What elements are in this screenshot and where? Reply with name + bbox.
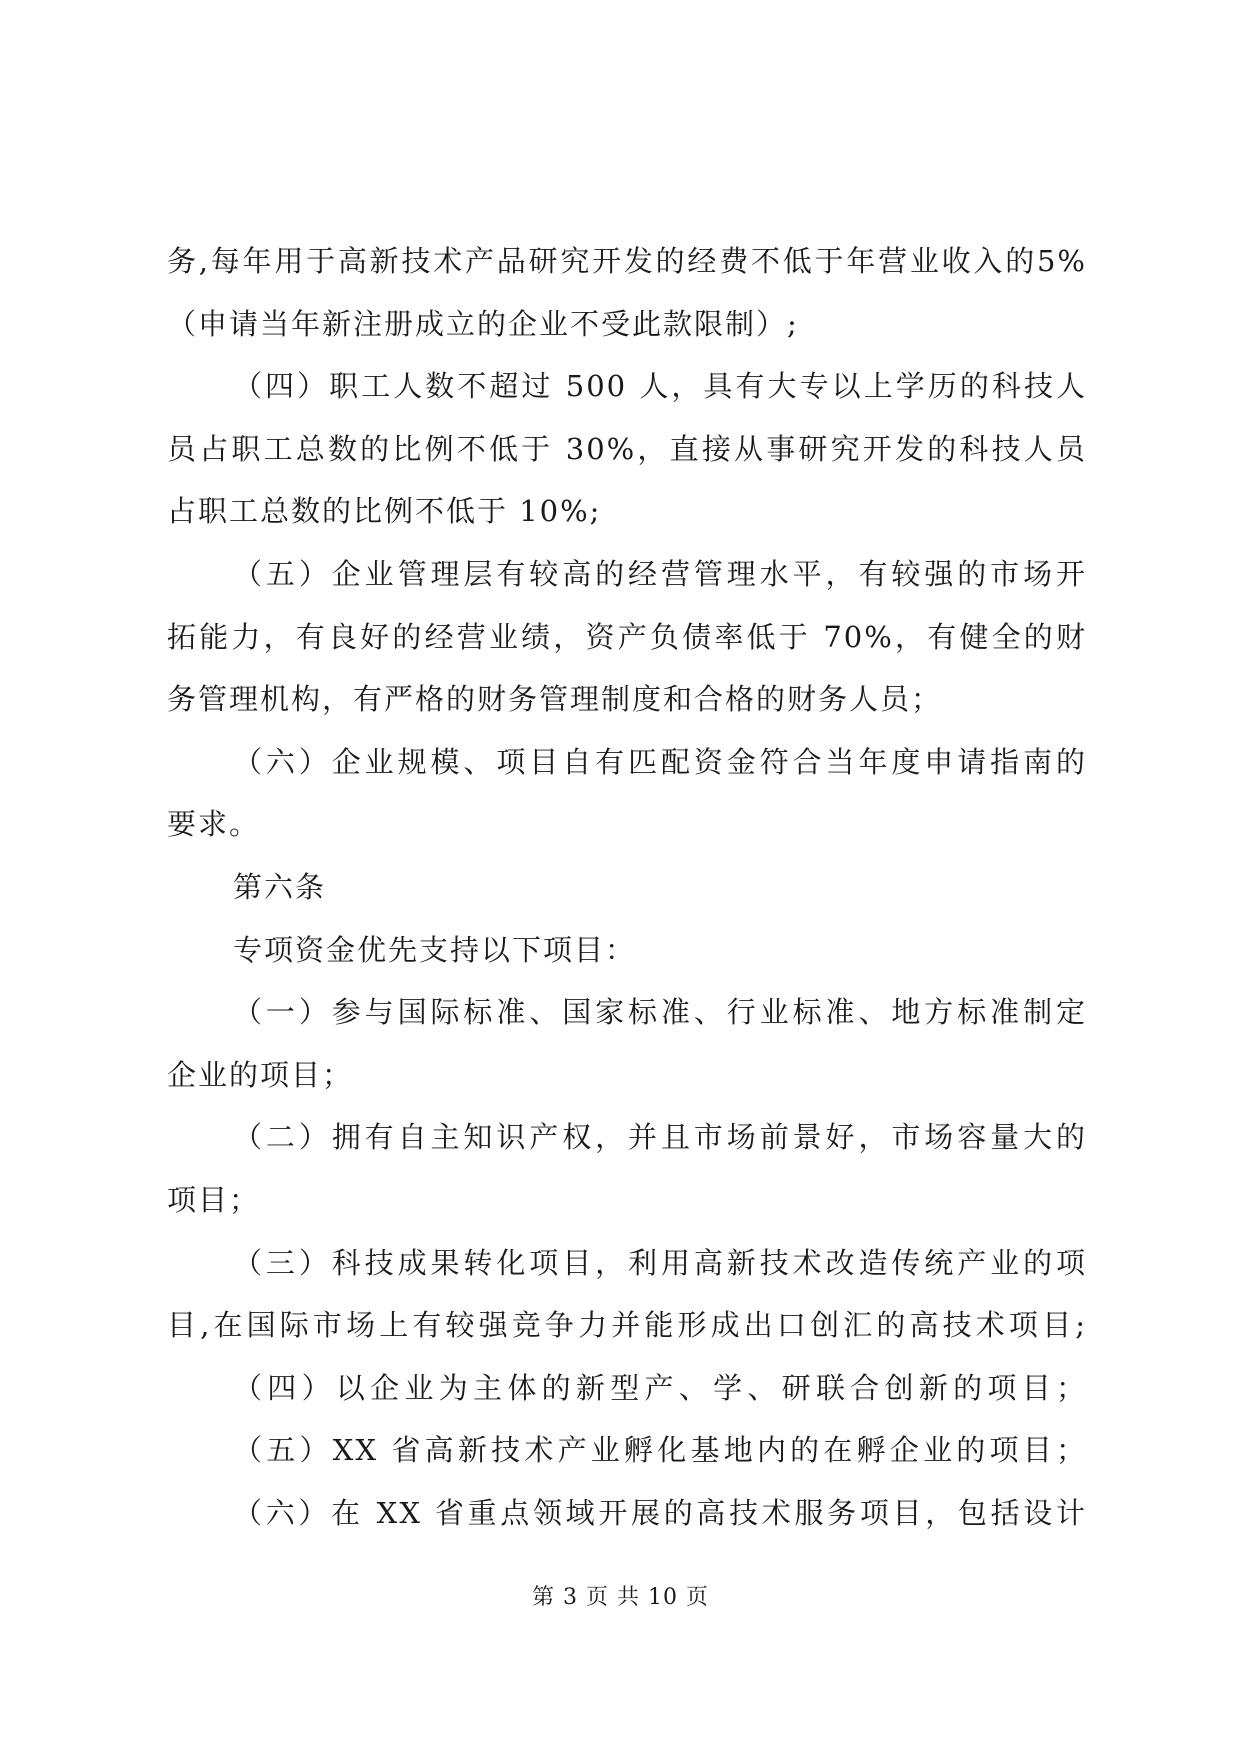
text-line: （四）职工人数不超过 500 人，具有大专以上学历的科技人 (233, 369, 1087, 404)
text-line: （四）以企业为主体的新型产、学、研联合创新的项目； (233, 1370, 1087, 1405)
text-line: （申请当年新注册成立的企业不受此款限制）; (167, 306, 799, 341)
text-line: （六）在 XX 省重点领域开展的高技术服务项目，包括设计 (233, 1495, 1087, 1530)
document-body (167, 230, 1087, 1544)
text-line: （六）企业规模、项目自有匹配资金符合当年度申请指南的 (233, 744, 1087, 779)
text-line: （一）参与国际标准、国家标准、行业标准、地方标准制定 (233, 995, 1087, 1030)
text-line: 务,每年用于高新技术产品研究开发的经费不低于年营业收入的5% (167, 244, 1087, 278)
text-line: 员占职工总数的比例不低于 30%，直接从事研究开发的科技人员 (167, 431, 1087, 466)
text-line: 要求。 (167, 807, 261, 842)
text-line: 拓能力，有良好的经营业绩，资产负债率低于 70%，有健全的财 (167, 619, 1087, 654)
text-line: 项目； (167, 1182, 261, 1217)
page-footer: 第 3 页 共 10 页 (532, 1585, 709, 1610)
text-line: 目,在国际市场上有较强竞争力并能形成出口创汇的高技术项目; (167, 1308, 1087, 1343)
text-line: 企业的项目； (167, 1057, 354, 1092)
text-line: （三）科技成果转化项目，利用高新技术改造传统产业的项 (233, 1245, 1087, 1280)
text-line: （五）XX 省高新技术产业孵化基地内的在孵企业的项目； (233, 1433, 1087, 1468)
text-line: （五）企业管理层有较高的经营管理水平，有较强的市场开 (233, 556, 1087, 591)
text-line: 务管理机构，有严格的财务管理制度和合格的财务人员； (167, 682, 943, 717)
text-line: 专项资金优先支持以下项目： (233, 932, 637, 967)
text-line: （二）拥有自主知识产权，并且市场前景好，市场容量大的 (233, 1120, 1087, 1155)
text-line: 第六条 (233, 869, 327, 904)
text-line: 占职工总数的比例不低于 10%; (167, 494, 602, 529)
